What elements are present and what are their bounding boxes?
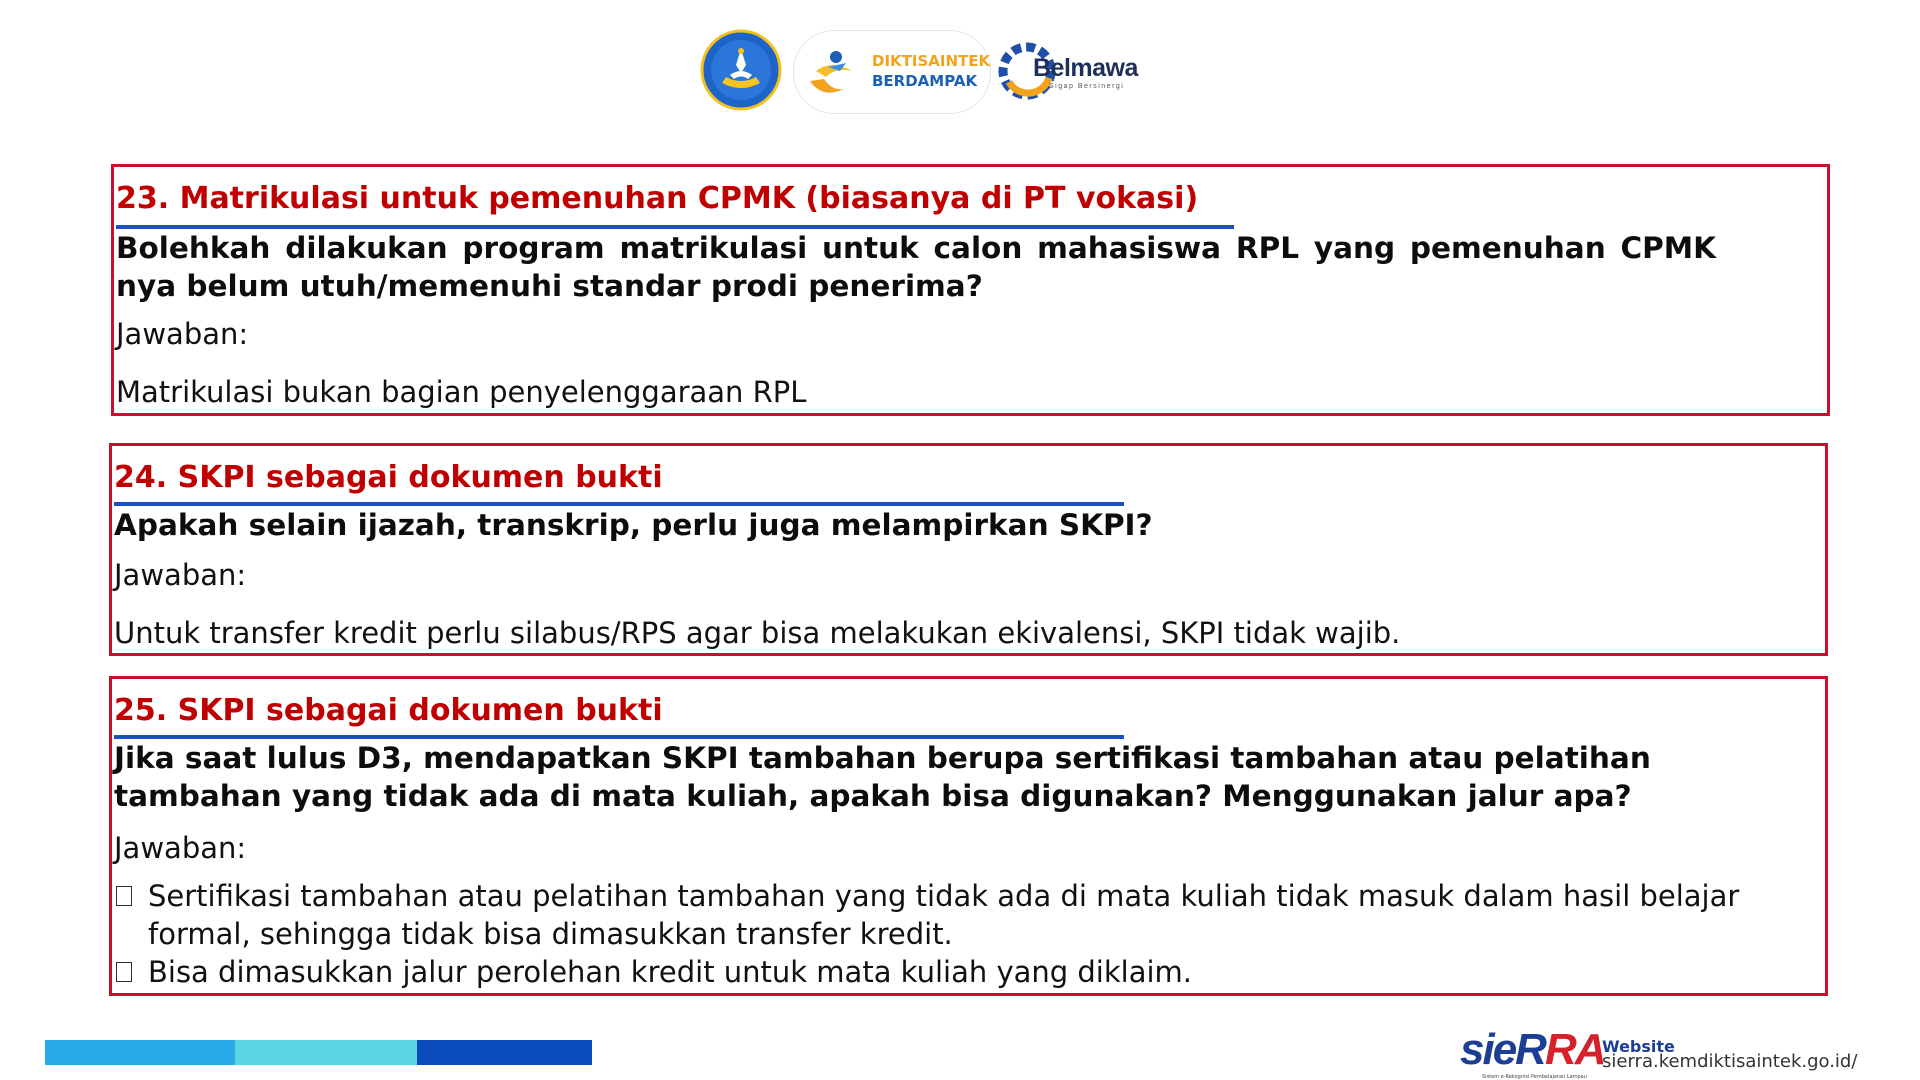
list-item [114,877,1819,953]
belmawa-logo [995,26,1140,116]
qa-box-25 [109,676,1828,996]
sierra-tagline: Sistem e-Rekognisi Pembelajaran Lampau [1482,1074,1587,1080]
qa-question-25-line1: Jika saat lulus D3, mendapatkan SKPI tambahan berupa sertifikasi tambahan atau pelatihan [114,741,1651,775]
diktisaintek-logo-line2: BERDAMPAK [872,72,978,90]
qa-question-23: Bolehkah dilakukan program matrikulasi untuk calon mahasiswa RPL yang pemenuhan CPMK nya belum utuh/memenuhi standar prodi penerima? [116,231,1716,303]
footer-strip-light-blue [45,1040,235,1065]
diktisaintek-mark-icon [802,41,864,103]
qa-question-25-line2: tambahan yang tidak ada di mata kuliah, apakah bisa digunakan? Menggunakan jalur apa? [114,779,1632,813]
qa-title-25: 25. SKPI sebagai dokumen bukti [114,693,663,728]
qa-title-23: 23. Matrikulasi untuk pemenuhan CPMK (biasanya di PT vokasi) [116,181,1199,216]
website-label: Website [1602,1037,1675,1056]
qa-answer-list-25 [114,877,1819,991]
qa-answer-label-24: Jawaban: [114,558,247,592]
qa-box-24 [109,443,1828,656]
bullet-square-icon [116,886,132,906]
footer-strip-dark-blue [417,1040,592,1065]
qa-title-24: 24. SKPI sebagai dokumen bukti [114,460,663,495]
list-item [114,953,1819,991]
sierra-footer [1460,1025,1900,1080]
diktisaintek-berdampak-logo [793,30,991,114]
kemdiktisaintek-emblem-icon [700,29,782,111]
belmawa-logo-tagline: Sigap Bersinergi [1049,83,1125,90]
qa-answer-25-1: Sertifikasi tambahan atau pelatihan tambahan yang tidak ada di mata kuliah tidak masuk dalam hasil belajar formal, sehingga tidak bisa dimasukkan transfer kredit. [148,879,1740,951]
sierra-logo [1460,1025,1605,1075]
sierra-logo-prefix: sieR [1460,1025,1545,1074]
qa-answer-24: Untuk transfer kredit perlu silabus/RPS agar bisa melakukan ekivalensi, SKPI tidak wajib. [114,616,1401,650]
qa-question-24: Apakah selain ijazah, transkrip, perlu juga melampirkan SKPI? [114,508,1153,542]
qa-box-23 [111,164,1830,416]
qa-answer-25-2: Bisa dimasukkan jalur perolehan kredit untuk mata kuliah yang diklaim. [148,955,1192,989]
header-logos [700,26,1140,116]
footer-strip-cyan [235,1040,417,1065]
website-url[interactable]: sierra.kemdiktisaintek.go.id/ [1602,1051,1858,1072]
sierra-logo-suffix: RA [1544,1025,1605,1074]
bullet-square-icon [116,962,132,982]
diktisaintek-logo-line1: DIKTISAINTEK [872,52,991,70]
qa-answer-label-23: Jawaban: [116,317,249,351]
qa-answer-23: Matrikulasi bukan bagian penyelenggaraan RPL [116,375,807,409]
belmawa-logo-text: Belmawa [1033,54,1138,82]
qa-answer-label-25: Jawaban: [114,831,247,865]
